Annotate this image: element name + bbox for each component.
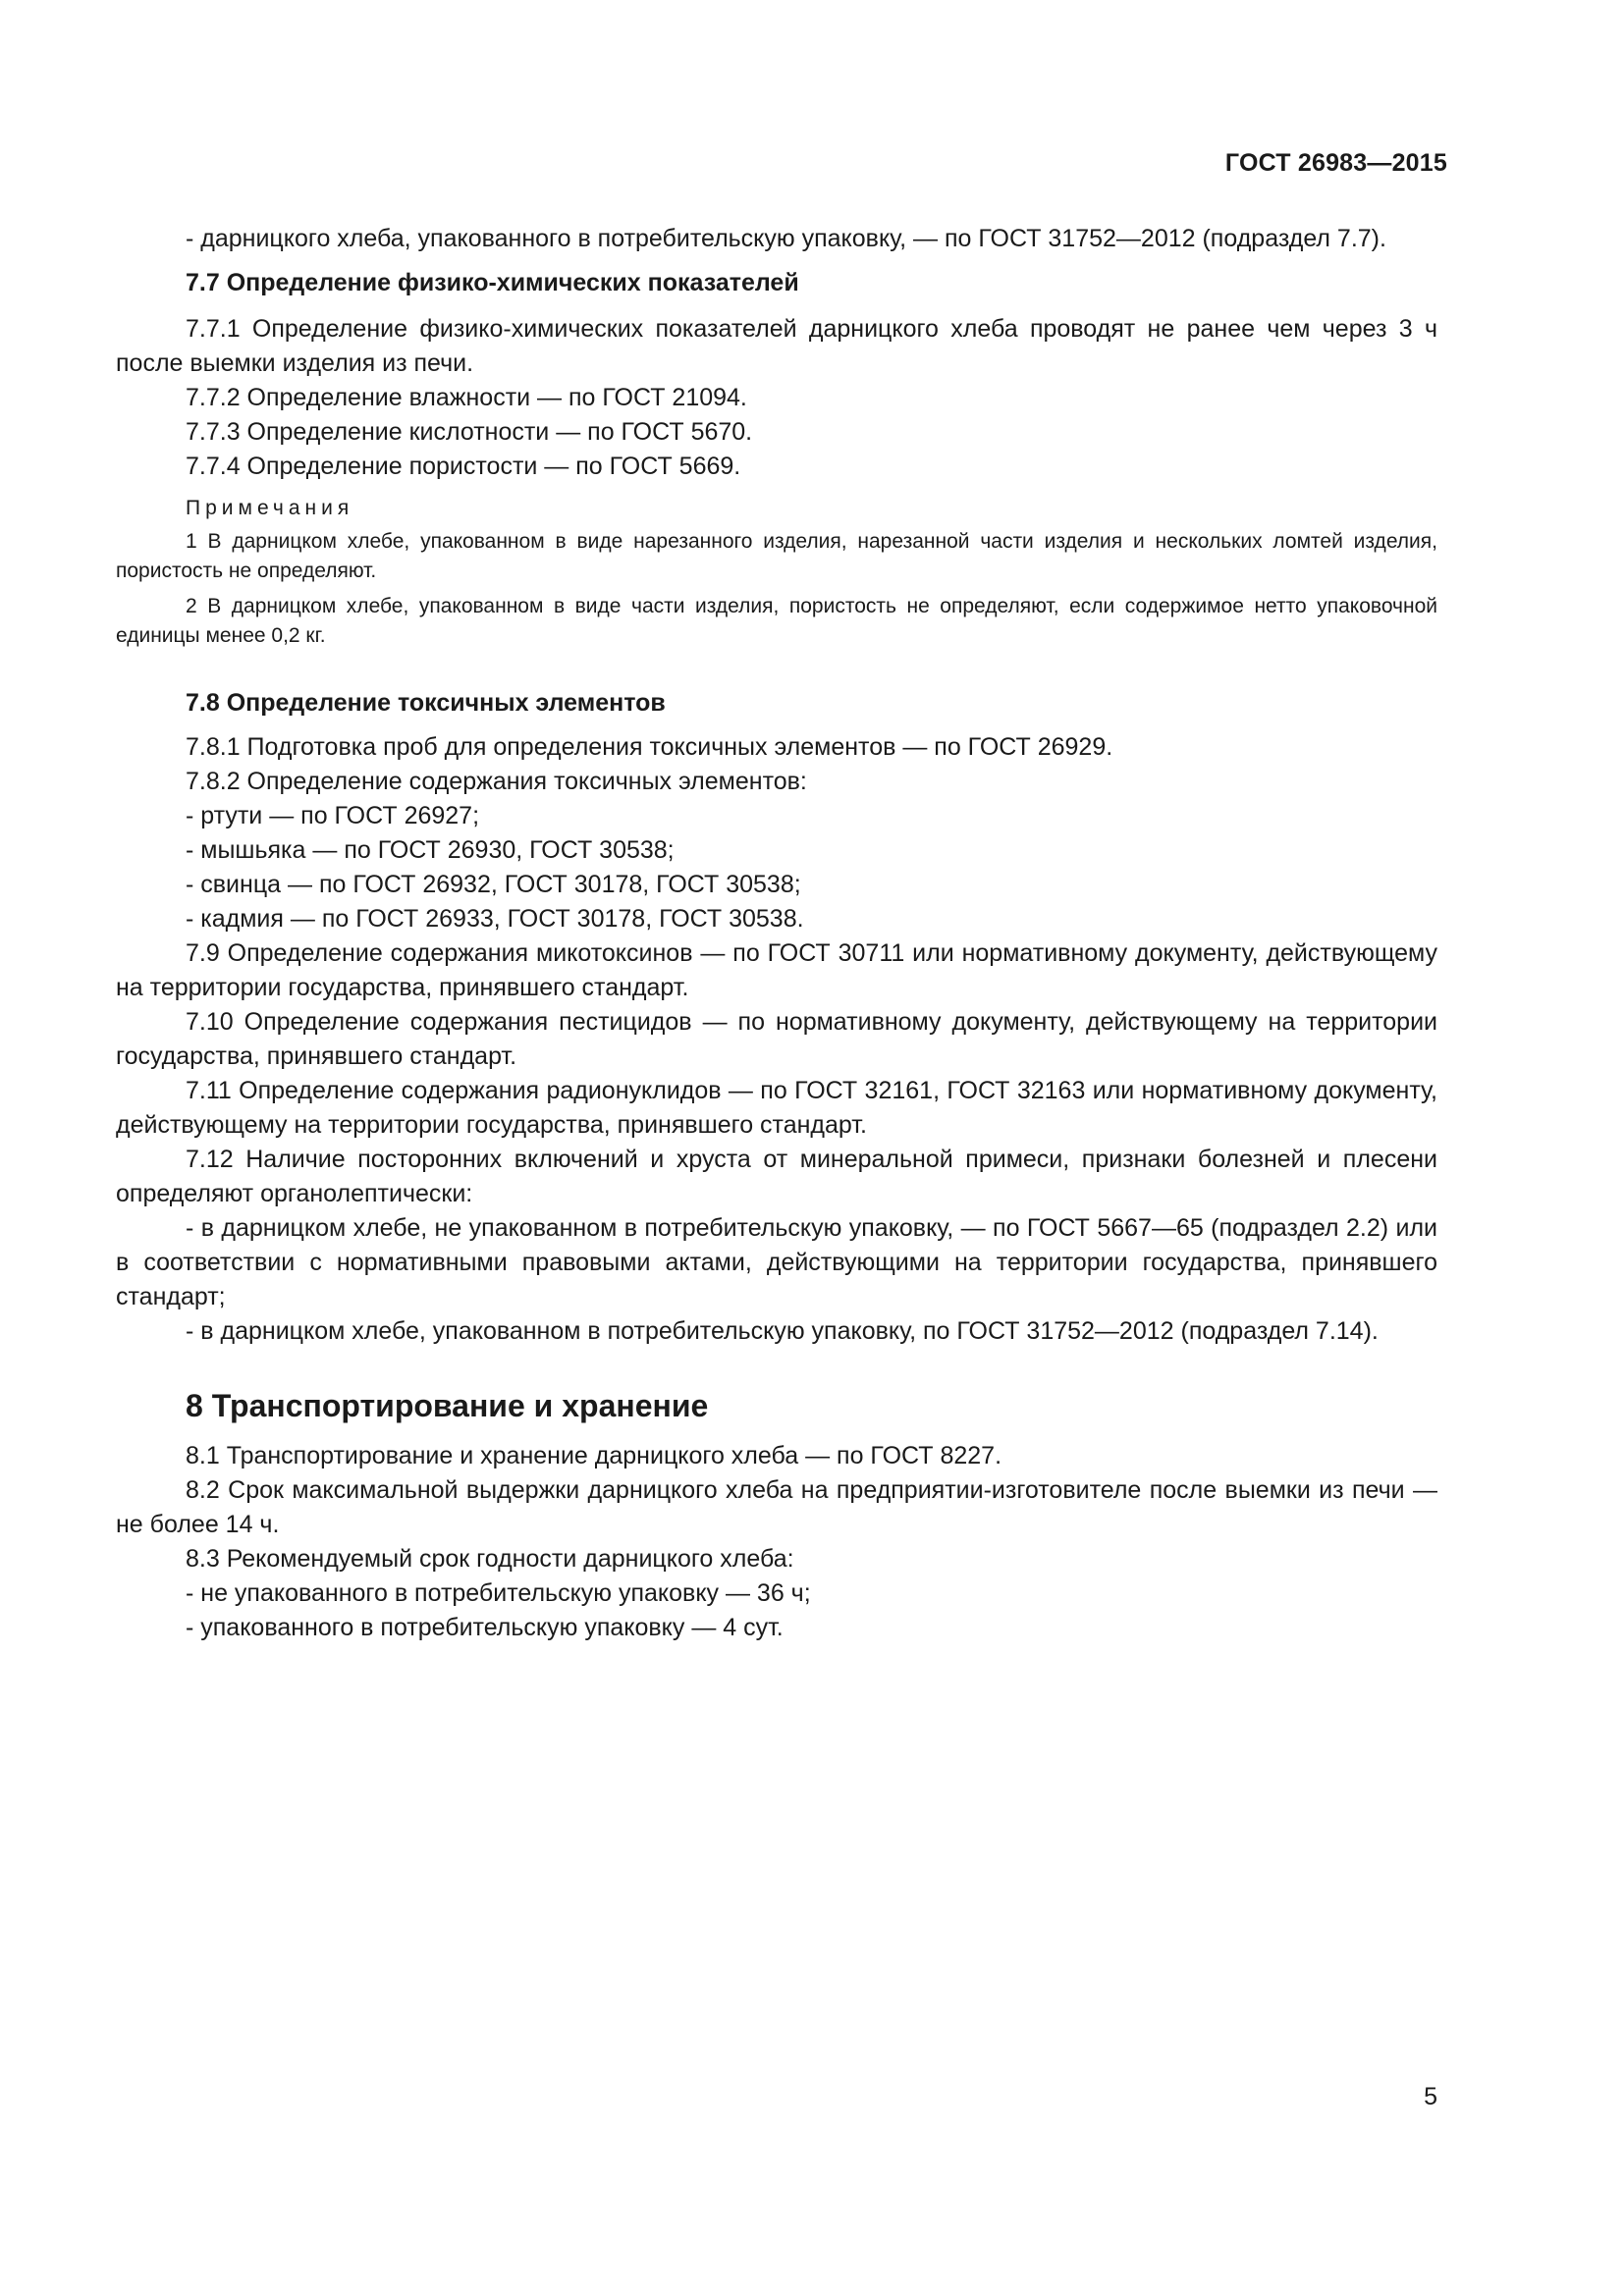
note-1: 1 В дарницком хлебе, упакованном в виде нарезанного изделия, нарезанной части изделия и нескольких ломтей изделия, пористость не определяют. — [116, 530, 1437, 582]
page-number: 5 — [1424, 2083, 1437, 2110]
section-7-8-heading: 7.8 Определение токсичных элементов — [186, 689, 666, 717]
notes-title: Примечания — [186, 497, 354, 519]
list-item-shelf-unpacked: - не упакованного в потребительскую упаковку — 36 ч; — [186, 1579, 811, 1607]
paragraph-7-7-1: 7.7.1 Определение физико-химических показателей дарницкого хлеба проводят не ранее чем через 3 ч после выемки изделия из печи. — [116, 315, 1437, 377]
list-item-cadmium: - кадмия — по ГОСТ 26933, ГОСТ 30178, ГОСТ 30538. — [186, 905, 804, 933]
paragraph-7-7-3: 7.7.3 Определение кислотности — по ГОСТ 5670. — [186, 418, 753, 446]
paragraph-7-12: 7.12 Наличие посторонних включений и хруста от минеральной примеси, признаки болезней и плесени определяют органолептически: — [116, 1146, 1437, 1207]
paragraph-7-10: 7.10 Определение содержания пестицидов — по нормативному документу, действующему на территории государства, принявшего стандарт. — [116, 1008, 1437, 1070]
page-body — [116, 222, 1437, 1645]
intro-list-item: - дарницкого хлеба, упакованного в потребительскую упаковку, — по ГОСТ 31752—2012 (подраздел 7.7). — [186, 225, 1386, 252]
paragraph-7-9: 7.9 Определение содержания микотоксинов — по ГОСТ 30711 или нормативному документу, действующему на территории государства, принявшего стандарт. — [116, 939, 1437, 1001]
note-2: 2 В дарницком хлебе, упакованном в виде части изделия, пористость не определяют, если содержимое нетто упаковочной единицы менее 0,2 кг. — [116, 595, 1437, 647]
list-item-lead: - свинца — по ГОСТ 26932, ГОСТ 30178, ГОСТ 30538; — [186, 871, 801, 898]
document-id-header: ГОСТ 26983—2015 — [1224, 149, 1447, 177]
list-item-mercury: - ртути — по ГОСТ 26927; — [186, 802, 480, 829]
section-7-7-heading: 7.7 Определение физико-химических показателей — [186, 269, 799, 296]
list-item-not-packed: - в дарницком хлебе, не упакованном в потребительскую упаковку, — по ГОСТ 5667—65 (подраздел 2.2) или в соответствии с нормативными правовыми актами, действующими на территории государства, принявшего стандарт; — [116, 1214, 1437, 1310]
list-item-arsenic: - мышьяка — по ГОСТ 26930, ГОСТ 30538; — [186, 836, 675, 864]
paragraph-7-11: 7.11 Определение содержания радионуклидов — по ГОСТ 32161, ГОСТ 32163 или нормативному документу, действующему на территории государства, принявшего стандарт. — [116, 1077, 1437, 1139]
paragraph-8-1: 8.1 Транспортирование и хранение дарницкого хлеба — по ГОСТ 8227. — [186, 1442, 1002, 1469]
section-8-heading: 8 Транспортирование и хранение — [186, 1388, 709, 1423]
list-item-packed: - в дарницком хлебе, упакованном в потребительскую упаковку, по ГОСТ 31752—2012 (подраздел 7.14). — [186, 1317, 1379, 1345]
paragraph-7-7-4: 7.7.4 Определение пористости — по ГОСТ 5669. — [186, 453, 741, 480]
paragraph-7-7-2: 7.7.2 Определение влажности — по ГОСТ 21094. — [186, 384, 747, 411]
paragraph-7-8-2: 7.8.2 Определение содержания токсичных элементов: — [186, 768, 807, 795]
paragraph-7-8-1: 7.8.1 Подготовка проб для определения токсичных элементов — по ГОСТ 26929. — [186, 733, 1113, 761]
paragraph-8-2: 8.2 Срок максимальной выдержки дарницкого хлеба на предприятии-изготовителе после выемки из печи — не более 14 ч. — [116, 1476, 1437, 1538]
list-item-shelf-packed: - упакованного в потребительскую упаковку — 4 сут. — [186, 1614, 784, 1641]
paragraph-8-3: 8.3 Рекомендуемый срок годности дарницкого хлеба: — [186, 1545, 794, 1573]
